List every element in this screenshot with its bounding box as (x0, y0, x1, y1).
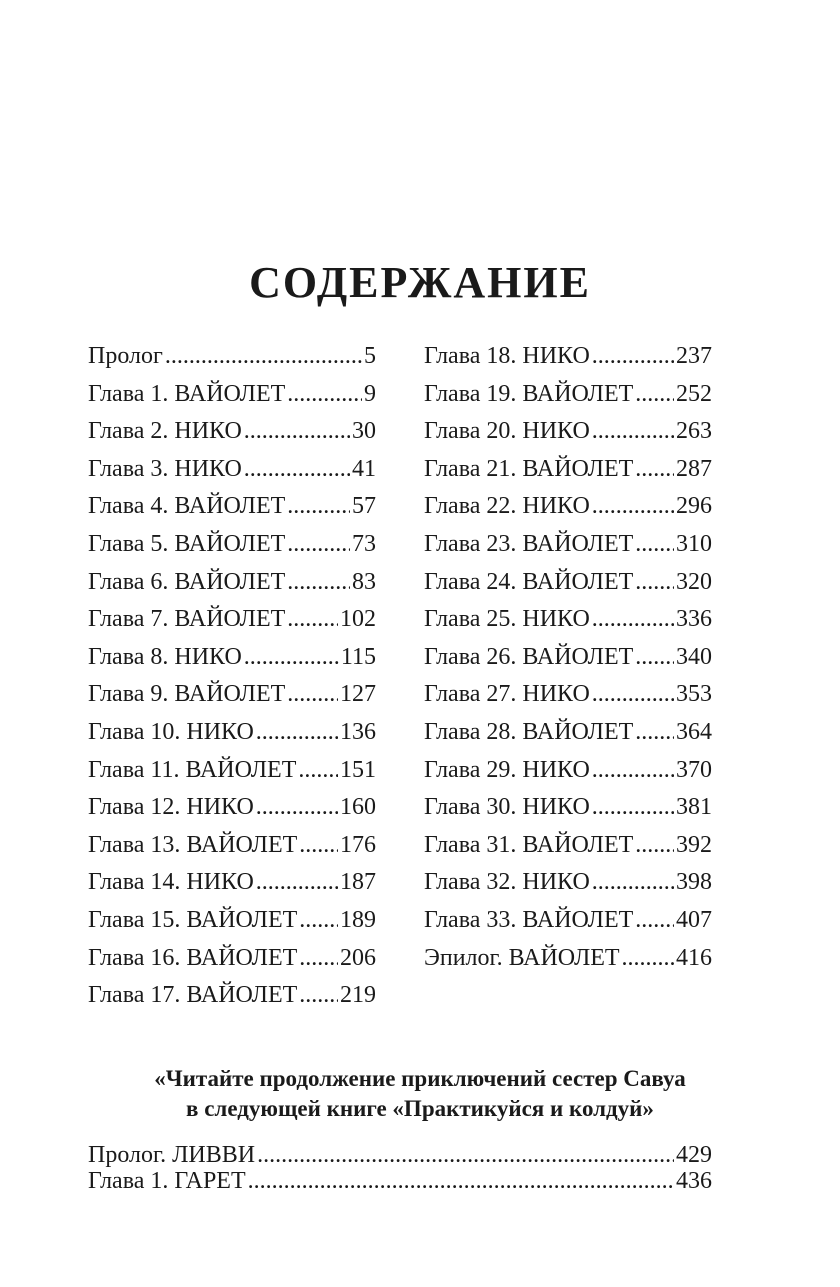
toc-entry-label: Глава 20. НИКО (424, 418, 590, 445)
toc-entry (424, 827, 712, 865)
dot-leader (257, 1142, 674, 1168)
toc-entry-page: 353 (676, 681, 712, 708)
toc-entry (88, 902, 376, 940)
toc-entry-page: 381 (676, 794, 712, 821)
toc-entry-label: Глава 10. НИКО (88, 718, 254, 745)
toc-entry-page: 102 (340, 606, 376, 633)
toc-entry (88, 752, 376, 790)
toc-entry (424, 413, 712, 451)
dot-leader (592, 864, 674, 902)
dot-leader (592, 338, 674, 376)
toc-entry-label: Глава 4. ВАЙОЛЕТ (88, 493, 286, 520)
dot-leader (635, 902, 674, 940)
toc-entry-label: Глава 1. ГАРЕТ (88, 1168, 246, 1194)
dot-leader (287, 564, 350, 602)
toc-entry-page: 263 (676, 418, 712, 445)
dot-leader (244, 451, 350, 489)
toc-entry-page: 176 (340, 831, 376, 858)
toc-entry-label: Глава 3. НИКО (88, 455, 242, 482)
toc-entry-page: 398 (676, 869, 712, 896)
dot-leader (248, 1168, 674, 1194)
dot-leader (635, 526, 674, 564)
toc-entry (88, 564, 376, 602)
toc-entry-label: Глава 19. ВАЙОЛЕТ (424, 380, 634, 407)
toc-column-left (88, 338, 376, 1015)
dot-leader (299, 977, 338, 1015)
toc-entry (424, 376, 712, 414)
toc-entry (424, 451, 712, 489)
dot-leader (287, 526, 350, 564)
toc-entry-page: 30 (352, 418, 376, 445)
toc-entry-page: 73 (352, 530, 376, 557)
toc-entry (88, 338, 376, 376)
toc-entry (424, 714, 712, 752)
dot-leader (256, 714, 338, 752)
toc-entry (424, 526, 712, 564)
dot-leader (635, 451, 674, 489)
continuation-note (0, 1064, 840, 1124)
dot-leader (592, 752, 674, 790)
toc-entry-label: Глава 18. НИКО (424, 343, 590, 369)
toc-entry (88, 1168, 712, 1194)
toc-entry-page: 370 (676, 756, 712, 783)
toc-entry-label: Глава 14. НИКО (88, 869, 254, 896)
dot-leader (287, 601, 338, 639)
dot-leader (244, 413, 350, 451)
dot-leader (635, 714, 674, 752)
toc-entry-page: 310 (676, 530, 712, 557)
toc-entry (424, 564, 712, 602)
toc-entry-label: Глава 32. НИКО (424, 869, 590, 896)
toc-entry-page: 83 (352, 568, 376, 595)
toc-entry-page: 364 (676, 718, 712, 745)
toc-entry-label: Глава 13. ВАЙОЛЕТ (88, 831, 298, 858)
toc-entry-page: 206 (340, 944, 376, 971)
toc-entry-page: 436 (676, 1168, 712, 1194)
toc-entry-label: Глава 23. ВАЙОЛЕТ (424, 530, 634, 557)
toc-entry (88, 413, 376, 451)
toc-entry-label: Глава 30. НИКО (424, 794, 590, 821)
toc-entry-page: 136 (340, 718, 376, 745)
toc-entry-page: 429 (676, 1142, 712, 1168)
dot-leader (635, 376, 674, 414)
toc-entry-label: Глава 26. ВАЙОЛЕТ (424, 643, 634, 670)
dot-leader (256, 864, 338, 902)
toc-entry-label: Глава 22. НИКО (424, 493, 590, 520)
toc-extra-list (88, 1142, 712, 1194)
toc-entry-label: Глава 9. ВАЙОЛЕТ (88, 681, 286, 708)
toc-column-right (424, 338, 712, 977)
toc-entry (88, 451, 376, 489)
toc-entry-page: 296 (676, 493, 712, 520)
toc-entry (88, 526, 376, 564)
toc-entry-label: Глава 17. ВАЙОЛЕТ (88, 982, 298, 1009)
toc-entry (88, 940, 376, 978)
dot-leader (592, 789, 674, 827)
toc-entry-page: 57 (352, 493, 376, 520)
toc-entry-label: Пролог (88, 343, 163, 369)
continuation-note-line-1: «Читайте продолжение приключений сестер Савуа (154, 1066, 686, 1091)
toc-entry (88, 827, 376, 865)
toc-entry-label: Глава 11. ВАЙОЛЕТ (88, 756, 297, 783)
dot-leader (635, 827, 674, 865)
toc-entry-label: Глава 27. НИКО (424, 681, 590, 708)
toc-entry-label: Глава 12. НИКО (88, 794, 254, 821)
toc-entry (88, 639, 376, 677)
toc-entry (424, 864, 712, 902)
toc-entry (424, 639, 712, 677)
toc-entry-page: 160 (340, 794, 376, 821)
toc-entry (88, 714, 376, 752)
dot-leader (256, 789, 338, 827)
toc-entry (424, 338, 712, 376)
toc-entry-page: 237 (676, 343, 712, 369)
toc-entry (424, 752, 712, 790)
dot-leader (299, 940, 338, 978)
toc-entry-page: 9 (364, 380, 376, 407)
toc-entry (88, 601, 376, 639)
toc-entry-label: Глава 21. ВАЙОЛЕТ (424, 455, 634, 482)
toc-entry (424, 488, 712, 526)
toc-entry-page: 340 (676, 643, 712, 670)
toc-entry (88, 376, 376, 414)
toc-entry-page: 407 (676, 906, 712, 933)
toc-entry-label: Глава 31. ВАЙОЛЕТ (424, 831, 634, 858)
toc-entry-label: Пролог. ЛИВВИ (88, 1142, 256, 1168)
toc-entry-label: Глава 16. ВАЙОЛЕТ (88, 944, 298, 971)
dot-leader (592, 413, 674, 451)
toc-entry-page: 189 (340, 906, 376, 933)
toc-entry-label: Глава 24. ВАЙОЛЕТ (424, 568, 634, 595)
dot-leader (635, 564, 674, 602)
toc-entry-page: 187 (340, 869, 376, 896)
toc-entry-page: 115 (340, 643, 376, 670)
toc-entry-label: Глава 25. НИКО (424, 606, 590, 633)
toc-entry-label: Глава 33. ВАЙОЛЕТ (424, 906, 634, 933)
toc-entry-page: 41 (352, 455, 376, 482)
toc-entry-page: 392 (676, 831, 712, 858)
dot-leader (622, 940, 674, 978)
dot-leader (592, 601, 674, 639)
toc-entry (88, 864, 376, 902)
toc-entry-label: Глава 8. НИКО (88, 643, 242, 670)
toc-entry (424, 601, 712, 639)
toc-entry-page: 252 (676, 380, 712, 407)
toc-entry-label: Глава 29. НИКО (424, 756, 590, 783)
toc-entry (88, 1142, 712, 1168)
toc-entry-page: 127 (340, 681, 376, 708)
toc-entry-page: 320 (676, 568, 712, 595)
toc-entry-page: 5 (364, 343, 376, 369)
toc-entry-label: Глава 1. ВАЙОЛЕТ (88, 380, 286, 407)
toc-entry (88, 977, 376, 1015)
dot-leader (635, 639, 674, 677)
toc-entry-page: 287 (676, 455, 712, 482)
dot-leader (592, 676, 674, 714)
toc-entry-label: Глава 28. ВАЙОЛЕТ (424, 718, 634, 745)
toc-entry-label: Глава 2. НИКО (88, 418, 242, 445)
dot-leader (298, 752, 338, 790)
toc-entry (424, 789, 712, 827)
toc-entry (424, 902, 712, 940)
dot-leader (592, 488, 674, 526)
toc-entry-page: 151 (340, 756, 376, 783)
dot-leader (299, 827, 338, 865)
dot-leader (244, 639, 339, 677)
toc-entry (88, 676, 376, 714)
continuation-note-line-2: в следующей книге «Практикуйся и колдуй» (186, 1096, 654, 1121)
toc-entry-page: 336 (676, 606, 712, 633)
dot-leader (299, 902, 338, 940)
toc-entry-label: Эпилог. ВАЙОЛЕТ (424, 944, 620, 971)
dot-leader (165, 338, 362, 376)
dot-leader (287, 488, 350, 526)
toc-entry-page: 416 (676, 944, 712, 971)
toc-entry (88, 789, 376, 827)
toc-entry-label: Глава 15. ВАЙОЛЕТ (88, 906, 298, 933)
dot-leader (287, 376, 362, 414)
page-title: СОДЕРЖАНИЕ (249, 258, 591, 308)
toc-entry-label: Глава 7. ВАЙОЛЕТ (88, 606, 286, 633)
toc-entry (88, 488, 376, 526)
toc-entry (424, 676, 712, 714)
toc-entry (424, 940, 712, 978)
toc-entry-page: 219 (340, 982, 376, 1009)
dot-leader (287, 676, 338, 714)
toc-entry-label: Глава 6. ВАЙОЛЕТ (88, 568, 286, 595)
toc-entry-label: Глава 5. ВАЙОЛЕТ (88, 530, 286, 557)
